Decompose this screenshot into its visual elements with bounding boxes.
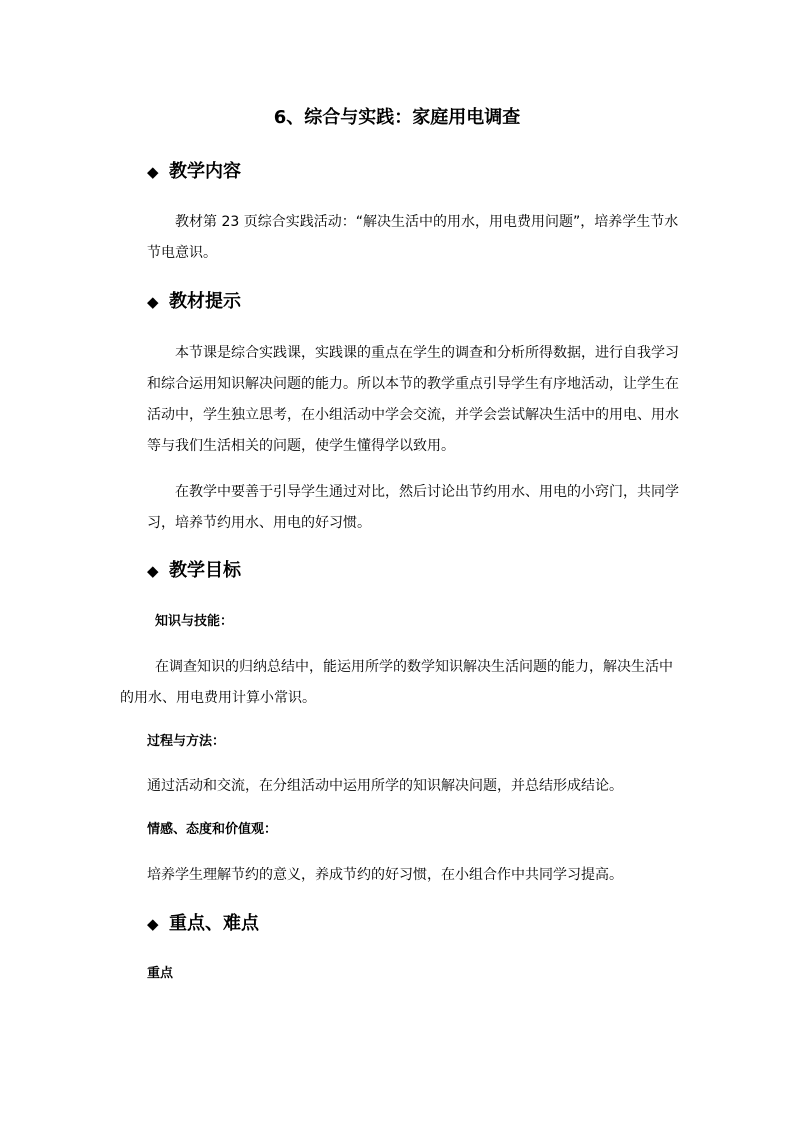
diamond-bullet-icon: ◆: [147, 915, 159, 933]
heading-text: 教学目标: [169, 560, 241, 581]
section-heading-hints: [147, 288, 241, 316]
paragraph-line: 和综合运用知识解决问题的能力。所以本节的教学重点引导学生有序地活动，让学生在: [147, 376, 679, 392]
paragraph-line: 的用水、用电费用计算小常识。: [120, 690, 316, 706]
diamond-bullet-icon: ◆: [147, 293, 159, 311]
paragraph-line: 在教学中要善于引导学生通过对比，然后讨论出节约用水、用电的小窍门，共同学: [175, 484, 679, 500]
subheading-knowledge: 知识与技能：: [155, 614, 234, 629]
document-title: 6、综合与实践：家庭用电调查: [273, 107, 521, 128]
section-heading-content: [147, 158, 241, 186]
paragraph-line: 等与我们生活相关的问题，使学生懂得学以致用。: [147, 438, 455, 454]
section-heading-key-points: [147, 910, 259, 938]
subheading-process: 过程与方法：: [147, 734, 226, 749]
paragraph-line: 教材第 23 页综合实践活动：“解决生活中的用水，用电费用问题”，培养学生节水: [175, 214, 679, 230]
diamond-bullet-icon: ◆: [147, 163, 159, 181]
paragraph-line: 活动中，学生独立思考，在小组活动中学会交流，并学会尝试解决生活中的用电、用水: [147, 407, 679, 423]
subheading-key-point: 重点: [147, 966, 174, 981]
heading-text: 教材提示: [169, 291, 241, 312]
paragraph-line: 培养学生理解节约的意义，养成节约的好习惯，在小组合作中共同学习提高。: [147, 867, 623, 883]
heading-text: 教学内容: [169, 161, 241, 182]
heading-text: 重点、难点: [169, 913, 259, 934]
diamond-bullet-icon: ◆: [147, 562, 159, 580]
paragraph-line: 节电意识。: [147, 245, 217, 261]
paragraph-line: 本节课是综合实践课，实践课的重点在学生的调查和分析所得数据，进行自我学习: [175, 345, 679, 361]
paragraph-line: 通过活动和交流，在分组活动中运用所学的知识解决问题，并总结形成结论。: [147, 778, 623, 794]
section-heading-goals: [147, 557, 241, 585]
paragraph-line: 习，培养节约用水、用电的好习惯。: [147, 515, 371, 531]
paragraph-line: 在调查知识的归纳总结中，能运用所学的数学知识解决生活问题的能力，解决生活中: [155, 659, 673, 675]
subheading-emotion: 情感、态度和价值观：: [147, 822, 278, 837]
